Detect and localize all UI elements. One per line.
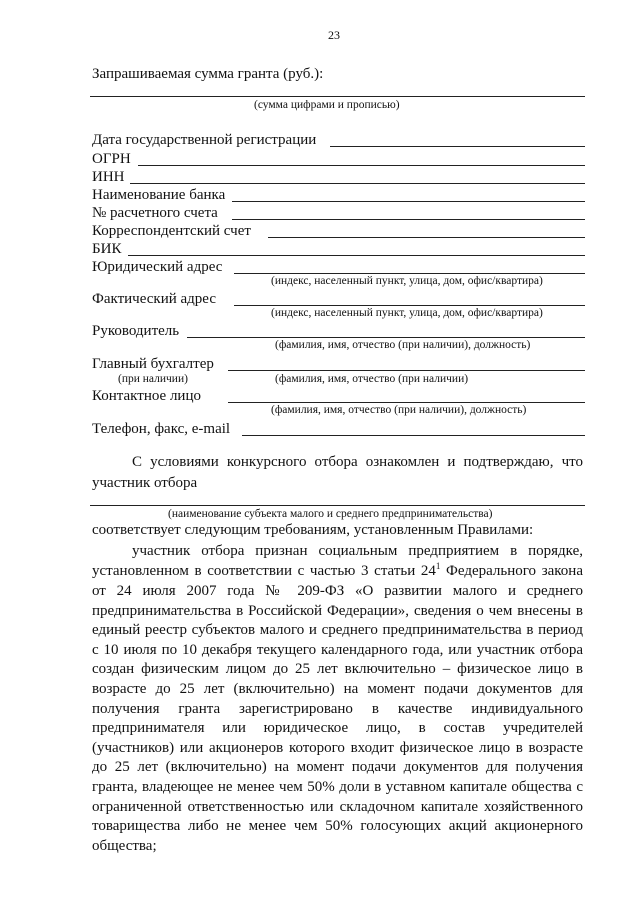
inn-line[interactable] bbox=[130, 183, 585, 184]
grant-amount-hint: (сумма цифрами и прописью) bbox=[254, 99, 400, 111]
reg-date-label: Дата государственной регистрации bbox=[92, 132, 317, 148]
grant-amount-label: Запрашиваемая сумма гранта (руб.): bbox=[92, 66, 324, 82]
account-label: № расчетного счета bbox=[92, 205, 218, 221]
chief-accountant-label: Главный бухгалтер bbox=[92, 356, 214, 372]
actual-address-hint: (индекс, населенный пункт, улица, дом, офис/квартира) bbox=[271, 307, 543, 319]
ogrn-line[interactable] bbox=[138, 165, 585, 166]
head-label: Руководитель bbox=[92, 323, 180, 339]
actual-address-label: Фактический адрес bbox=[92, 291, 216, 307]
chief-accountant-sub: (при наличии) bbox=[118, 373, 188, 385]
legal-address-label: Юридический адрес bbox=[92, 259, 223, 275]
phone-line[interactable] bbox=[242, 435, 585, 436]
requirements-intro: соответствует следующим требованиям, установленным Правилами: bbox=[92, 522, 534, 538]
bik-line[interactable] bbox=[128, 255, 585, 256]
subject-name-line[interactable] bbox=[90, 505, 585, 506]
ogrn-label: ОГРН bbox=[92, 151, 131, 167]
corr-account-line[interactable] bbox=[268, 237, 585, 238]
contact-hint: (фамилия, имя, отчество (при наличии), должность) bbox=[271, 404, 527, 416]
reg-date-line[interactable] bbox=[330, 146, 585, 147]
corr-account-label: Корреспондентский счет bbox=[92, 223, 251, 239]
superscript-1: 1 bbox=[435, 561, 441, 571]
inn-label: ИНН bbox=[92, 169, 125, 185]
chief-accountant-hint: (фамилия, имя, отчество (при наличии) bbox=[275, 373, 469, 385]
subject-hint: (наименование субъекта малого и среднего предпринимательства) bbox=[168, 508, 493, 520]
head-hint: (фамилия, имя, отчество (при наличии), должность) bbox=[275, 339, 531, 351]
grant-amount-line[interactable] bbox=[90, 96, 585, 97]
statement-line-1: С условиями конкурсного отбора ознакомлен и подтверждаю, что bbox=[132, 454, 583, 470]
bank-name-line[interactable] bbox=[232, 201, 585, 202]
account-line[interactable] bbox=[232, 219, 585, 220]
page-number: 23 bbox=[328, 28, 340, 42]
statement-line-2: участник отбора bbox=[92, 475, 198, 491]
requirement-body: от 24 июля 2007 года № 209-ФЗ «О развитии малого и среднего предпринимательства в Российской Федерации», сведения о чем внесены в единый реестр субъектов малого и среднего предпринимательства в период с 10 июля по 10 декабря текущего календарного года, или участник отбора создан физическим лицом до 25 лет включительно – физическое лицо в возрасте до 25 лет (включительно) на момент подачи документов для получения гранта зарегистрировано в качестве индивидуального предпринимателя или юридическое лицо, в состав учредителей (участников) или акционеров которого входит физическое лицо в возрасте до 25 лет (включительно) на момент подачи документов для получения гранта, владеющее не менее чем 50% доли в уставном капитале общества с ограниченной ответственностью или складочном капитале хозяйственного товарищества либо не менее чем 50% голосующих акций акционерного общества; bbox=[92, 583, 583, 854]
chief-accountant-line[interactable] bbox=[228, 370, 585, 371]
requirement-line-1: участник отбора признан социальным предприятием в порядке, bbox=[132, 543, 583, 559]
requirement-line-2 bbox=[92, 562, 583, 582]
requirement-line-2b: Федерального закона bbox=[440, 563, 583, 579]
legal-address-hint: (индекс, населенный пункт, улица, дом, офис/квартира) bbox=[271, 275, 543, 287]
phone-label: Телефон, факс, e-mail bbox=[92, 421, 231, 437]
bank-name-label: Наименование банка bbox=[92, 187, 226, 203]
bik-label: БИК bbox=[92, 241, 122, 257]
requirement-line-2a: установленном в соответствии с частью 3 статьи 24 bbox=[92, 563, 436, 579]
contact-label: Контактное лицо bbox=[92, 388, 201, 404]
